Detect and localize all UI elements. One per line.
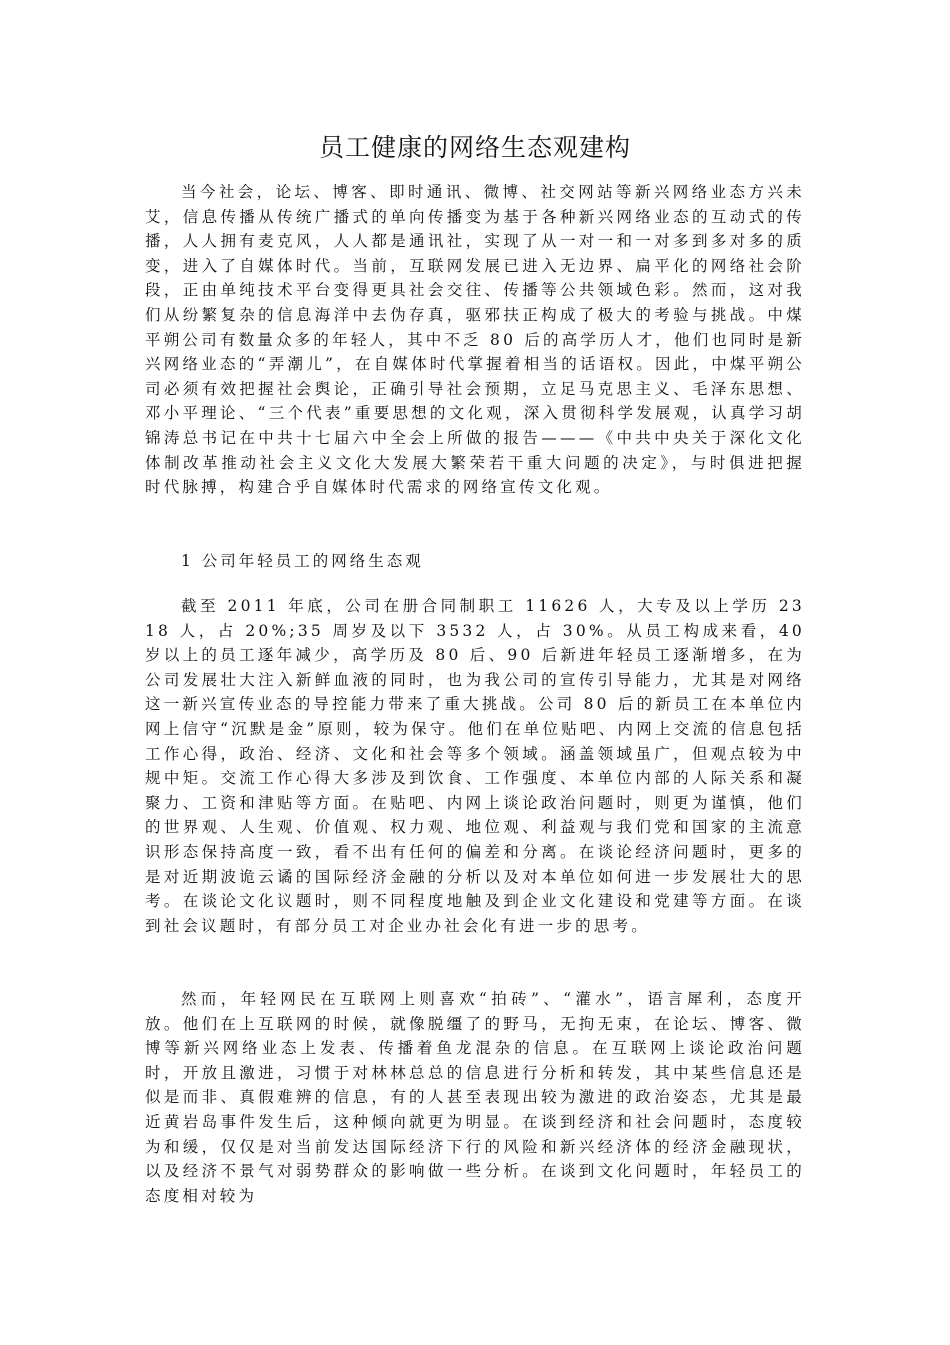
body-paragraph-1: 截至 2011 年底，公司在册合同制职工 11626 人，大专及以上学历 2318 人，占 20%;35 周岁及以下 3532 人，占 30%。从员工构成来看，40 岁以上的员工逐年减少，高学历及 80 后、90 后新进年轻员工逐渐增多，在为公司发展壮大注入新鲜血液的同时，也为我公司的宣传引导能力，尤其是对网络这一新兴宣传业态的导控能力带来了重大挑战。公司 80 后的新员工在本单位内网上信守“沉默是金”原则，较为保守。他们在单位贴吧、内网上交流的信息包括工作心得，政治、经济、文化和社会等多个领域。涵盖领域虽广，但观点较为中规中矩。交流工作心得大多涉及到饮食、工作强度、本单位内部的人际关系和凝聚力、工资和津贴等方面。在贴吧、内网上谈论政治问题时，则更为谨慎，他们的世界观、人生观、价值观、权力观、地位观、利益观与我们党和国家的主流意识形态保持高度一致，看不出有任何的偏差和分离。在谈论经济问题时，更多的是对近期波诡云谲的国际经济金融的分析以及对本单位如何进一步发展壮大的思考。在谈论文化议题时，则不同程度地触及到企业文化建设和党建等方面。在谈到社会议题时，有部分员工对企业办社会化有进一步的思考。 bbox=[145, 597, 805, 935]
section-heading: 1 公司年轻员工的网络生态观 bbox=[181, 552, 424, 570]
document-title: 员工健康的网络生态观建构 bbox=[318, 133, 631, 162]
intro-paragraph: 当今社会，论坛、博客、即时通讯、微博、社交网站等新兴网络业态方兴未艾，信息传播从传统广播式的单向传播变为基于各种新兴网络业态的互动式的传播，人人拥有麦克风，人人都是通讯社，实现了从一对一和一对多到多对多的质变，进入了自媒体时代。当前，互联网发展已进入无边界、扁平化的网络社会阶段，正由单纯技术平台变得更具社会交往、传播等公共领域色彩。然而，这对我们从纷繁复杂的信息海洋中去伪存真，驱邪扶正构成了极大的考验与挑战。中煤平朔公司有数量众多的年轻人，其中不乏 80 后的高学历人才，他们也同时是新兴网络业态的“弄潮儿”，在自媒体时代掌握着相当的话语权。因此，中煤平朔公司必须有效把握社会舆论，正确引导社会预期，立足马克思主义、毛泽东思想、邓小平理论、“三个代表”重要思想的文化观，深入贯彻科学发展观，认真学习胡锦涛总书记在中共十七届六中全会上所做的报告———《中共中央关于深化文化体制改革推动社会主义文化大发展大繁荣若干重大问题的决定》，与时俱进把握时代脉搏，构建合乎自媒体时代需求的网络宣传文化观。 bbox=[145, 183, 805, 497]
body-paragraph-2: 然而，年轻网民在互联网上则喜欢“拍砖”、“灌水”，语言犀利，态度开放。他们在上互联网的时候，就像脱缰了的野马，无拘无束，在论坛、博客、微博等新兴网络业态上发表、传播着鱼龙混杂的信息。在互联网上谈论政治问题时，开放且激进，习惯于对林林总总的信息进行分析和转发，其中某些信息还是似是而非、真假难辨的信息，有的人甚至表现出较为激进的政治姿态，尤其是最近黄岩岛事件发生后，这种倾向就更为明显。在谈到经济和社会问题时，态度较为和缓，仅仅是对当前发达国际经济下行的风险和新兴经济体的经济金融现状，以及经济不景气对弱势群众的影响做一些分析。在谈到文化问题时，年轻员工的态度相对较为 bbox=[145, 990, 805, 1205]
